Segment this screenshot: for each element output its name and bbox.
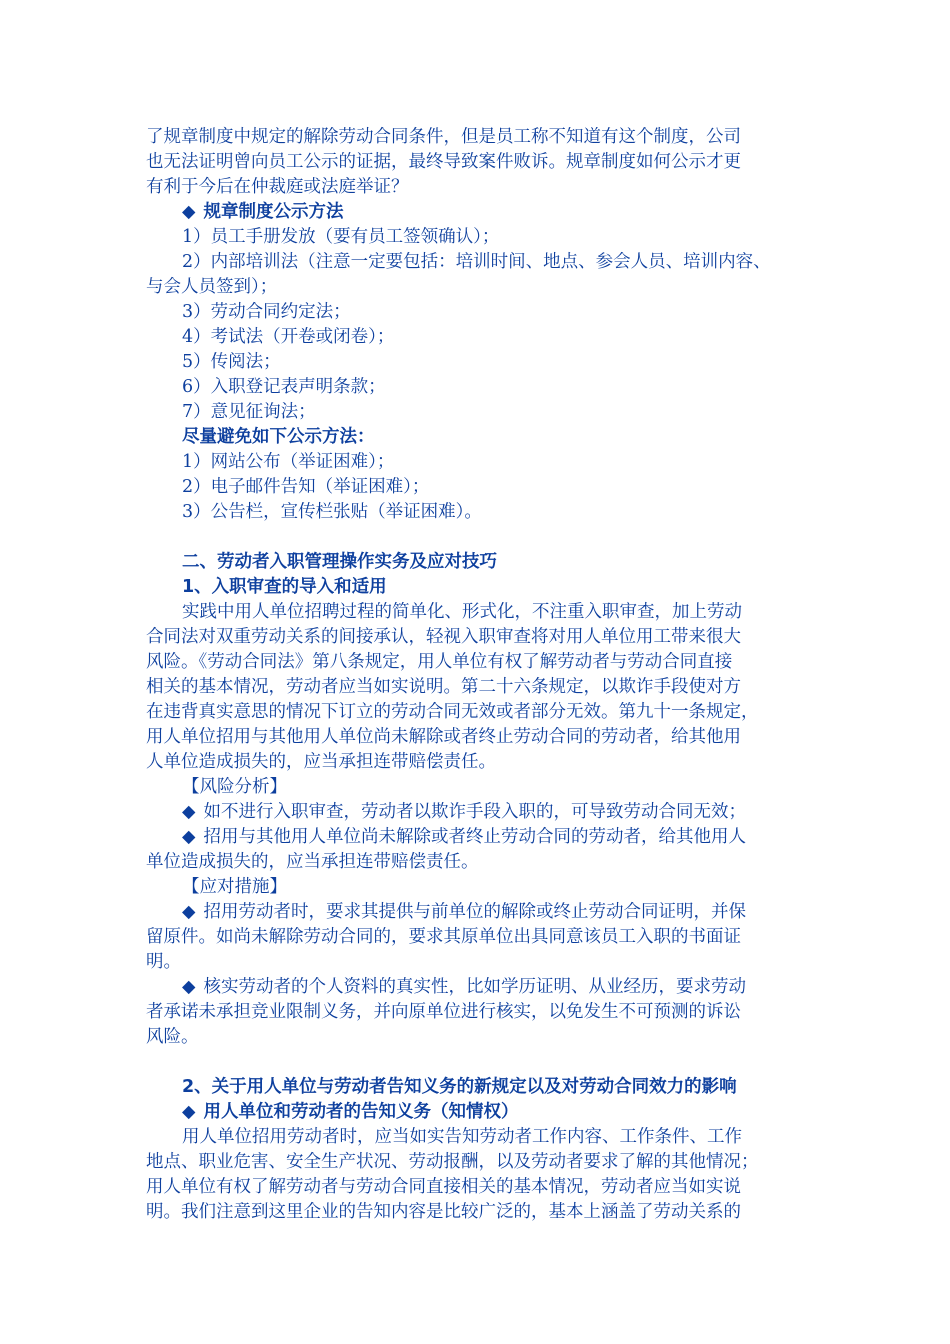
measure-label: 【应对措施】 — [182, 877, 287, 897]
diamond-bullet-icon: ◆ — [182, 1102, 196, 1122]
diamond-bullet-icon: ◆ — [182, 977, 196, 997]
measure-item: ◆ 核实劳动者的个人资料的真实性，比如学历证明、从业经历，要求劳动 — [182, 977, 746, 997]
sub1-para-line: 风险。《劳动合同法》第八条规定，用人单位有权了解劳动者与劳动合同直接 — [146, 652, 733, 672]
avoid-heading: 尽量避免如下公示方法： — [182, 427, 375, 447]
sub2-para-line: 明。我们注意到这里企业的告知内容是比较广泛的，基本上涵盖了劳动关系的 — [146, 1202, 741, 1222]
method-item: 3）劳动合同约定法； — [182, 302, 351, 322]
diamond-bullet-icon: ◆ — [182, 802, 196, 822]
method-heading: ◆ 规章制度公示方法 — [182, 202, 344, 222]
sub1-title: 1、入职审查的导入和适用 — [182, 577, 387, 597]
intro-line: 也无法证明曾向员工公示的证据，最终导致案件败诉。规章制度如何公示才更 — [146, 152, 741, 172]
sub1-para-line: 实践中用人单位招聘过程的简单化、形式化，不注重入职审查，加上劳动 — [182, 602, 742, 622]
sub2-para-line: 地点、职业危害、安全生产状况、劳动报酬，以及劳动者要求了解的其他情况； — [146, 1152, 759, 1172]
method-item: 与会人员签到）； — [146, 277, 278, 297]
method-item: 6）入职登记表声明条款； — [182, 377, 386, 397]
risk-label: 【风险分析】 — [182, 777, 287, 797]
risk-item: ◆ 招用与其他用人单位尚未解除或者终止劳动合同的劳动者，给其他用人 — [182, 827, 746, 847]
measure-item-cont: 风险。 — [146, 1027, 199, 1047]
avoid-item: 2）电子邮件告知（举证困难）； — [182, 477, 430, 497]
diamond-bullet-icon: ◆ — [182, 202, 196, 222]
risk-item: ◆ 如不进行入职审查，劳动者以欺诈手段入职的，可导致劳动合同无效； — [182, 802, 746, 822]
section2-title: 二、劳动者入职管理操作实务及应对技巧 — [182, 552, 497, 572]
measure-item-cont: 明。 — [146, 952, 181, 972]
sub2-para-line: 用人单位招用劳动者时，应当如实告知劳动者工作内容、工作条件、工作 — [182, 1127, 742, 1147]
method-item: 2）内部培训法（注意一定要包括：培训时间、地点、参会人员、培训内容、 — [182, 252, 771, 272]
avoid-item: 3）公告栏，宣传栏张贴（举证困难）。 — [182, 502, 482, 522]
method-item: 4）考试法（开卷或闭卷）； — [182, 327, 395, 347]
measure-item-cont: 者承诺未承担竞业限制义务，并向原单位进行核实，以免发生不可预测的诉讼 — [146, 1002, 741, 1022]
measure-item: ◆ 招用劳动者时，要求其提供与前单位的解除或终止劳动合同证明，并保 — [182, 902, 746, 922]
intro-line: 了规章制度中规定的解除劳动合同条件，但是员工称不知道有这个制度，公司 — [146, 127, 741, 147]
method-item: 7）意见征询法； — [182, 402, 316, 422]
sub1-para-line: 合同法对双重劳动关系的间接承认，轻视入职审查将对用人单位用工带来很大 — [146, 627, 741, 647]
avoid-item: 1）网站公布（举证困难）； — [182, 452, 395, 472]
method-item: 5）传阅法； — [182, 352, 281, 372]
sub2-heading: ◆ 用人单位和劳动者的告知义务（知情权） — [182, 1102, 519, 1122]
risk-item-cont: 单位造成损失的，应当承担连带赔偿责任。 — [146, 852, 479, 872]
sub1-para-line: 相关的基本情况，劳动者应当如实说明。第二十六条规定，以欺诈手段使对方 — [146, 677, 741, 697]
sub1-para-line: 在违背真实意思的情况下订立的劳动合同无效或者部分无效。第九十一条规定， — [146, 702, 759, 722]
sub1-para-line: 用人单位招用与其他用人单位尚未解除或者终止劳动合同的劳动者，给其他用 — [146, 727, 741, 747]
method-item: 1）员工手册发放（要有员工签领确认）； — [182, 227, 500, 247]
sub1-para-line: 人单位造成损失的，应当承担连带赔偿责任。 — [146, 752, 496, 772]
sub2-para-line: 用人单位有权了解劳动者与劳动合同直接相关的基本情况，劳动者应当如实说 — [146, 1177, 741, 1197]
intro-line: 有利于今后在仲裁庭或法庭举证？ — [146, 177, 409, 197]
measure-item-cont: 留原件。如尚未解除劳动合同的，要求其原单位出具同意该员工入职的书面证 — [146, 927, 741, 947]
sub2-title: 2、关于用人单位与劳动者告知义务的新规定以及对劳动合同效力的影响 — [182, 1077, 737, 1097]
diamond-bullet-icon: ◆ — [182, 902, 196, 922]
diamond-bullet-icon: ◆ — [182, 827, 196, 847]
